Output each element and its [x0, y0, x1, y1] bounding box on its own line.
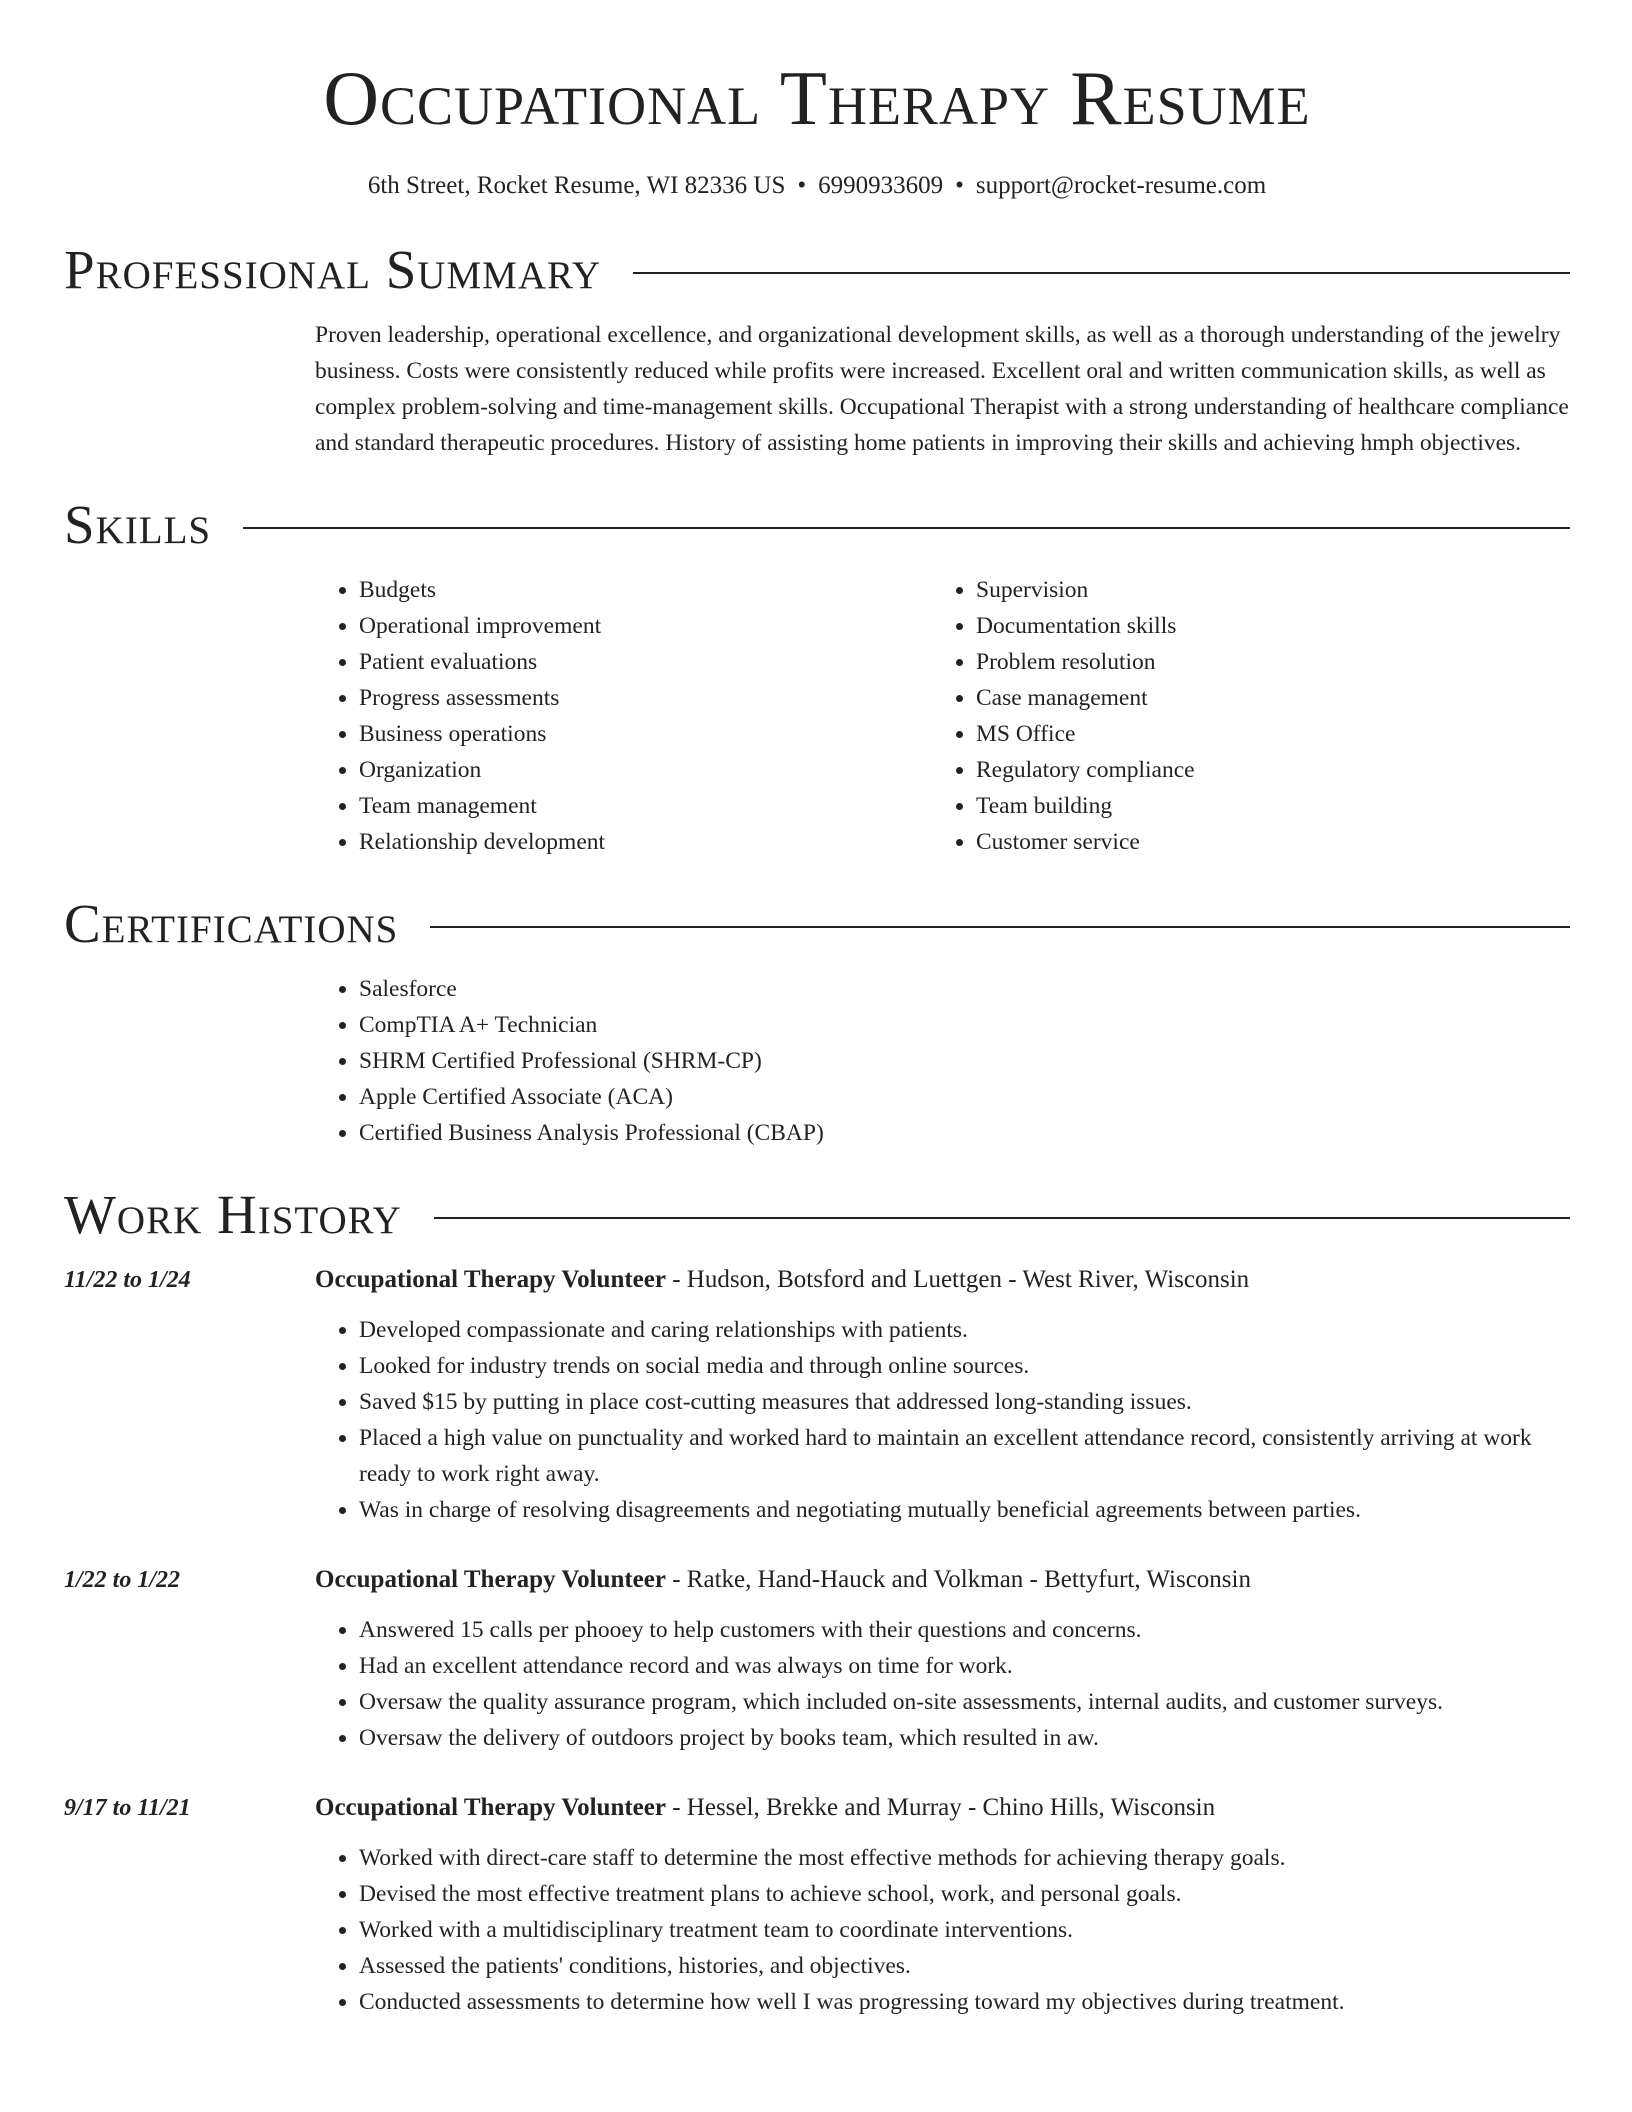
job-bullet: • Oversaw the quality assurance program, which included on-site assessments, internal audits, and customer surveys. [359, 1684, 1570, 1720]
skills-grid [315, 572, 1570, 860]
job-details [315, 1790, 1570, 2020]
contact-phone: 6990933609 [818, 172, 944, 199]
certification-item: • Apple Certified Associate (ACA) [359, 1079, 1570, 1115]
job-title: Occupational Therapy Volunteer [315, 1794, 666, 1821]
job-bullet: • Assessed the patients' conditions, histories, and objectives. [359, 1948, 1570, 1984]
section-divider [434, 1217, 1570, 1219]
job-bullet: • Conducted assessments to determine how well I was progressing toward my objectives during treatment. [359, 1984, 1570, 2020]
contact-address: 6th Street, Rocket Resume, WI 82336 US [367, 172, 786, 199]
job-entry [64, 1262, 1570, 1528]
summary-section [64, 239, 1570, 461]
job-dates: 9/17 to 11/21 [64, 1795, 191, 1821]
skill-item: • Customer service [976, 824, 1549, 860]
certifications-section [64, 893, 1570, 1151]
skills-header [64, 494, 1570, 555]
skill-item: • Relationship development [359, 824, 932, 860]
job-bullet: • Had an excellent attendance record and was always on time for work. [359, 1648, 1570, 1684]
skill-item: • Business operations [359, 716, 932, 752]
section-title-work-history: Work History [64, 1184, 402, 1245]
resume-title: Occupational Therapy Resume [323, 55, 1311, 141]
skills-section [64, 494, 1570, 860]
certification-item: • CompTIA A+ Technician [359, 1007, 1570, 1043]
job-heading [315, 1562, 1570, 1598]
section-title-skills: Skills [64, 494, 212, 555]
job-entry [64, 1562, 1570, 1756]
job-bullets [315, 1612, 1570, 1756]
job-bullet: • Was in charge of resolving disagreements and negotiating mutually beneficial agreements between parties. [359, 1492, 1570, 1528]
job-bullet: • Devised the most effective treatment plans to achieve school, work, and personal goals. [359, 1876, 1570, 1912]
section-title-summary: Professional Summary [64, 239, 602, 300]
skill-item: • Organization [359, 752, 932, 788]
job-details [315, 1262, 1570, 1528]
section-divider [633, 272, 1570, 274]
job-bullet: • Looked for industry trends on social media and through online sources. [359, 1348, 1570, 1384]
skill-item: • Case management [976, 680, 1549, 716]
skill-item: • Team building [976, 788, 1549, 824]
skill-item: • Budgets [359, 572, 932, 608]
job-title: Occupational Therapy Volunteer [315, 1266, 666, 1293]
skills-list-left [315, 572, 932, 860]
job-bullet: • Worked with direct-care staff to determine the most effective methods for achieving therapy goals. [359, 1840, 1570, 1876]
job-title: Occupational Therapy Volunteer [315, 1566, 666, 1593]
certifications-list [315, 971, 1570, 1151]
job-bullet: • Developed compassionate and caring relationships with patients. [359, 1312, 1570, 1348]
work-history-section [64, 1184, 1570, 2020]
contact-email: support@rocket-resume.com [975, 172, 1267, 199]
skills-list-right [932, 572, 1549, 860]
certification-item: • Certified Business Analysis Professional (CBAP) [359, 1115, 1570, 1151]
skill-item: • Team management [359, 788, 932, 824]
job-dates: 11/22 to 1/24 [64, 1267, 191, 1293]
skill-item: • MS Office [976, 716, 1549, 752]
job-employer: - Ratke, Hand-Hauck and Volkman - Bettyfurt, Wisconsin [665, 1566, 1251, 1593]
contact-line [64, 173, 1570, 198]
job-employer: - Hudson, Botsford and Luettgen - West River, Wisconsin [665, 1266, 1250, 1293]
job-bullet: • Oversaw the delivery of outdoors project by books team, which resulted in aw. [359, 1720, 1570, 1756]
job-entry [64, 1790, 1570, 2020]
contact-separator: • [955, 172, 964, 199]
job-bullet: • Saved $15 by putting in place cost-cutting measures that addressed long-standing issues. [359, 1384, 1570, 1420]
work-history-header [64, 1184, 1570, 1245]
job-employer: - Hessel, Brekke and Murray - Chino Hills, Wisconsin [665, 1794, 1216, 1821]
job-bullet: • Placed a high value on punctuality and worked hard to maintain an excellent attendance record, consistently arriving at work ready to work right away. [359, 1420, 1570, 1492]
job-bullet: • Worked with a multidisciplinary treatment team to coordinate interventions. [359, 1912, 1570, 1948]
job-heading [315, 1790, 1570, 1826]
job-bullet: • Answered 15 calls per phooey to help customers with their questions and concerns. [359, 1612, 1570, 1648]
skill-item: • Operational improvement [359, 608, 932, 644]
section-title-certifications: Certifications [64, 893, 399, 954]
summary-header [64, 239, 1570, 300]
contact-separator: • [797, 172, 807, 199]
jobs-list [64, 1262, 1570, 2020]
job-bullets [315, 1840, 1570, 2020]
skill-item: • Patient evaluations [359, 644, 932, 680]
certifications-block [315, 971, 1570, 1151]
skill-item: • Documentation skills [976, 608, 1549, 644]
skill-item: • Regulatory compliance [976, 752, 1549, 788]
skill-item: • Supervision [976, 572, 1549, 608]
job-heading [315, 1262, 1570, 1298]
skill-item: • Progress assessments [359, 680, 932, 716]
job-details [315, 1562, 1570, 1756]
skill-item: • Problem resolution [976, 644, 1549, 680]
job-bullets [315, 1312, 1570, 1528]
certifications-header [64, 893, 1570, 954]
certification-item: • SHRM Certified Professional (SHRM-CP) [359, 1043, 1570, 1079]
section-divider [243, 527, 1570, 529]
summary-text: Proven leadership, operational excellence, and organizational development skills, as well as a thorough understanding of the jewelry business. Costs were consistently reduced while profits were increased. Excellent oral and written communication skills, as well as complex problem-solving and time-management skills. Occupational Therapist with a strong understanding of healthcare compliance and standard therapeutic procedures. History of assisting home patients in improving their skills and achieving hmph objectives. [315, 322, 1569, 456]
section-divider [430, 926, 1570, 928]
job-dates: 1/22 to 1/22 [64, 1567, 181, 1593]
certification-item: • Salesforce [359, 971, 1570, 1007]
